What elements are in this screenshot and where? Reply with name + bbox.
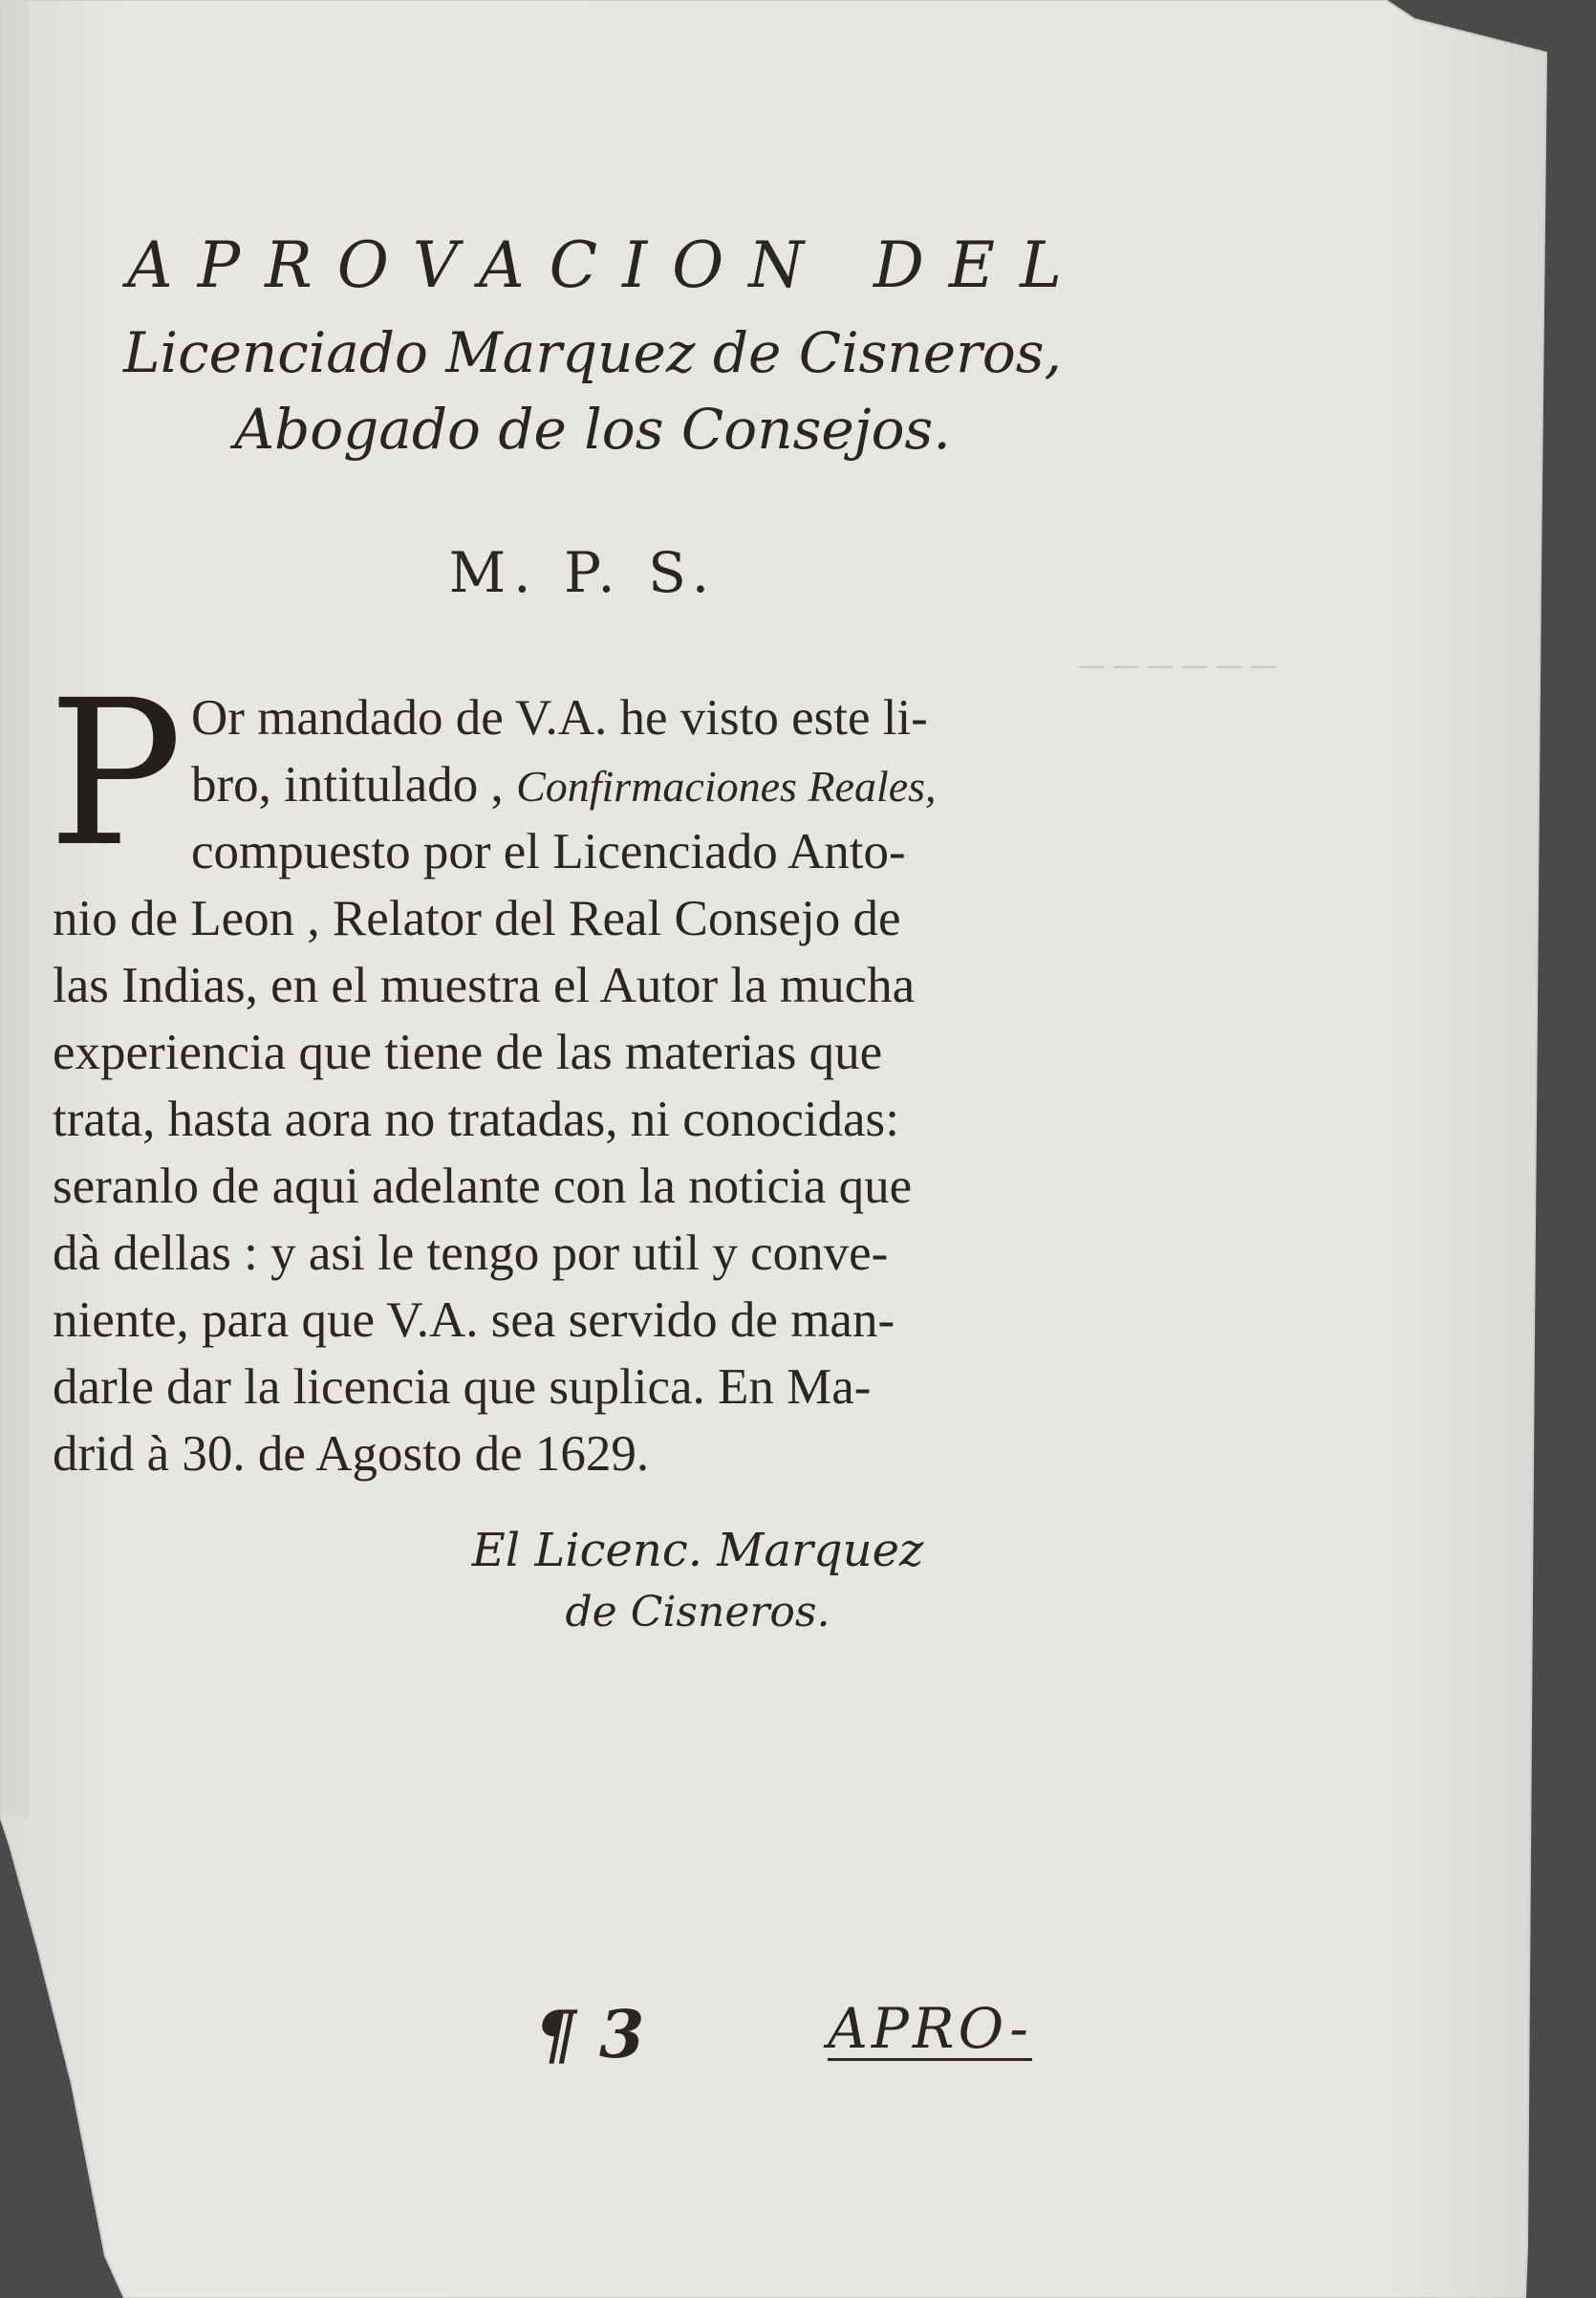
body-line-2-text: bro, intitulado , <box>191 757 517 813</box>
body-line-1: Or mandado de V.A. he visto este li- <box>191 690 928 746</box>
subtitle-line-1: Licenciado Marquez de Cisneros, <box>123 320 1062 385</box>
drop-cap: P <box>48 657 183 891</box>
body-line-3: compuesto por el Licenciado Anto- <box>191 824 906 879</box>
body-line-11: darle dar la licencia que suplica. En Ma- <box>53 1359 872 1415</box>
body-line-6: experiencia que tiene de las materias que <box>53 1025 883 1080</box>
body-line-7: trata, hasta aora no tratadas, ni conocidas: <box>53 1092 899 1147</box>
salutation: M. P. S. <box>448 540 718 605</box>
body-line-4: nio de Leon , Relator del Real Consejo de <box>53 891 901 946</box>
document-title: APROVACION DEL <box>127 228 1087 302</box>
signature-mark: ¶ 3 <box>535 1997 645 2073</box>
catchword: APRO- <box>828 1996 1032 2061</box>
body-line-2 <box>191 757 937 813</box>
subtitle-line-2: Abogado de los Consejos. <box>234 397 951 462</box>
body-line-10: niente, para que V.A. sea servido de man- <box>53 1292 895 1348</box>
bleed-through-text: _ _ _ _ _ _ <box>1080 622 1275 673</box>
book-title: Confirmaciones Reales, <box>516 762 937 811</box>
body-line-9: dà dellas : y asi le tengo por util y conve- <box>53 1225 889 1281</box>
signature-line-1: El Licenc. Marquez <box>471 1524 924 1577</box>
signature-line-2: de Cisneros. <box>565 1588 830 1637</box>
body-line-12: drid à 30. de Agosto de 1629. <box>53 1426 650 1482</box>
body-line-5: las Indias, en el muestra el Autor la mucha <box>53 958 916 1013</box>
body-line-8: seranlo de aqui adelante con la noticia que <box>53 1159 913 1214</box>
